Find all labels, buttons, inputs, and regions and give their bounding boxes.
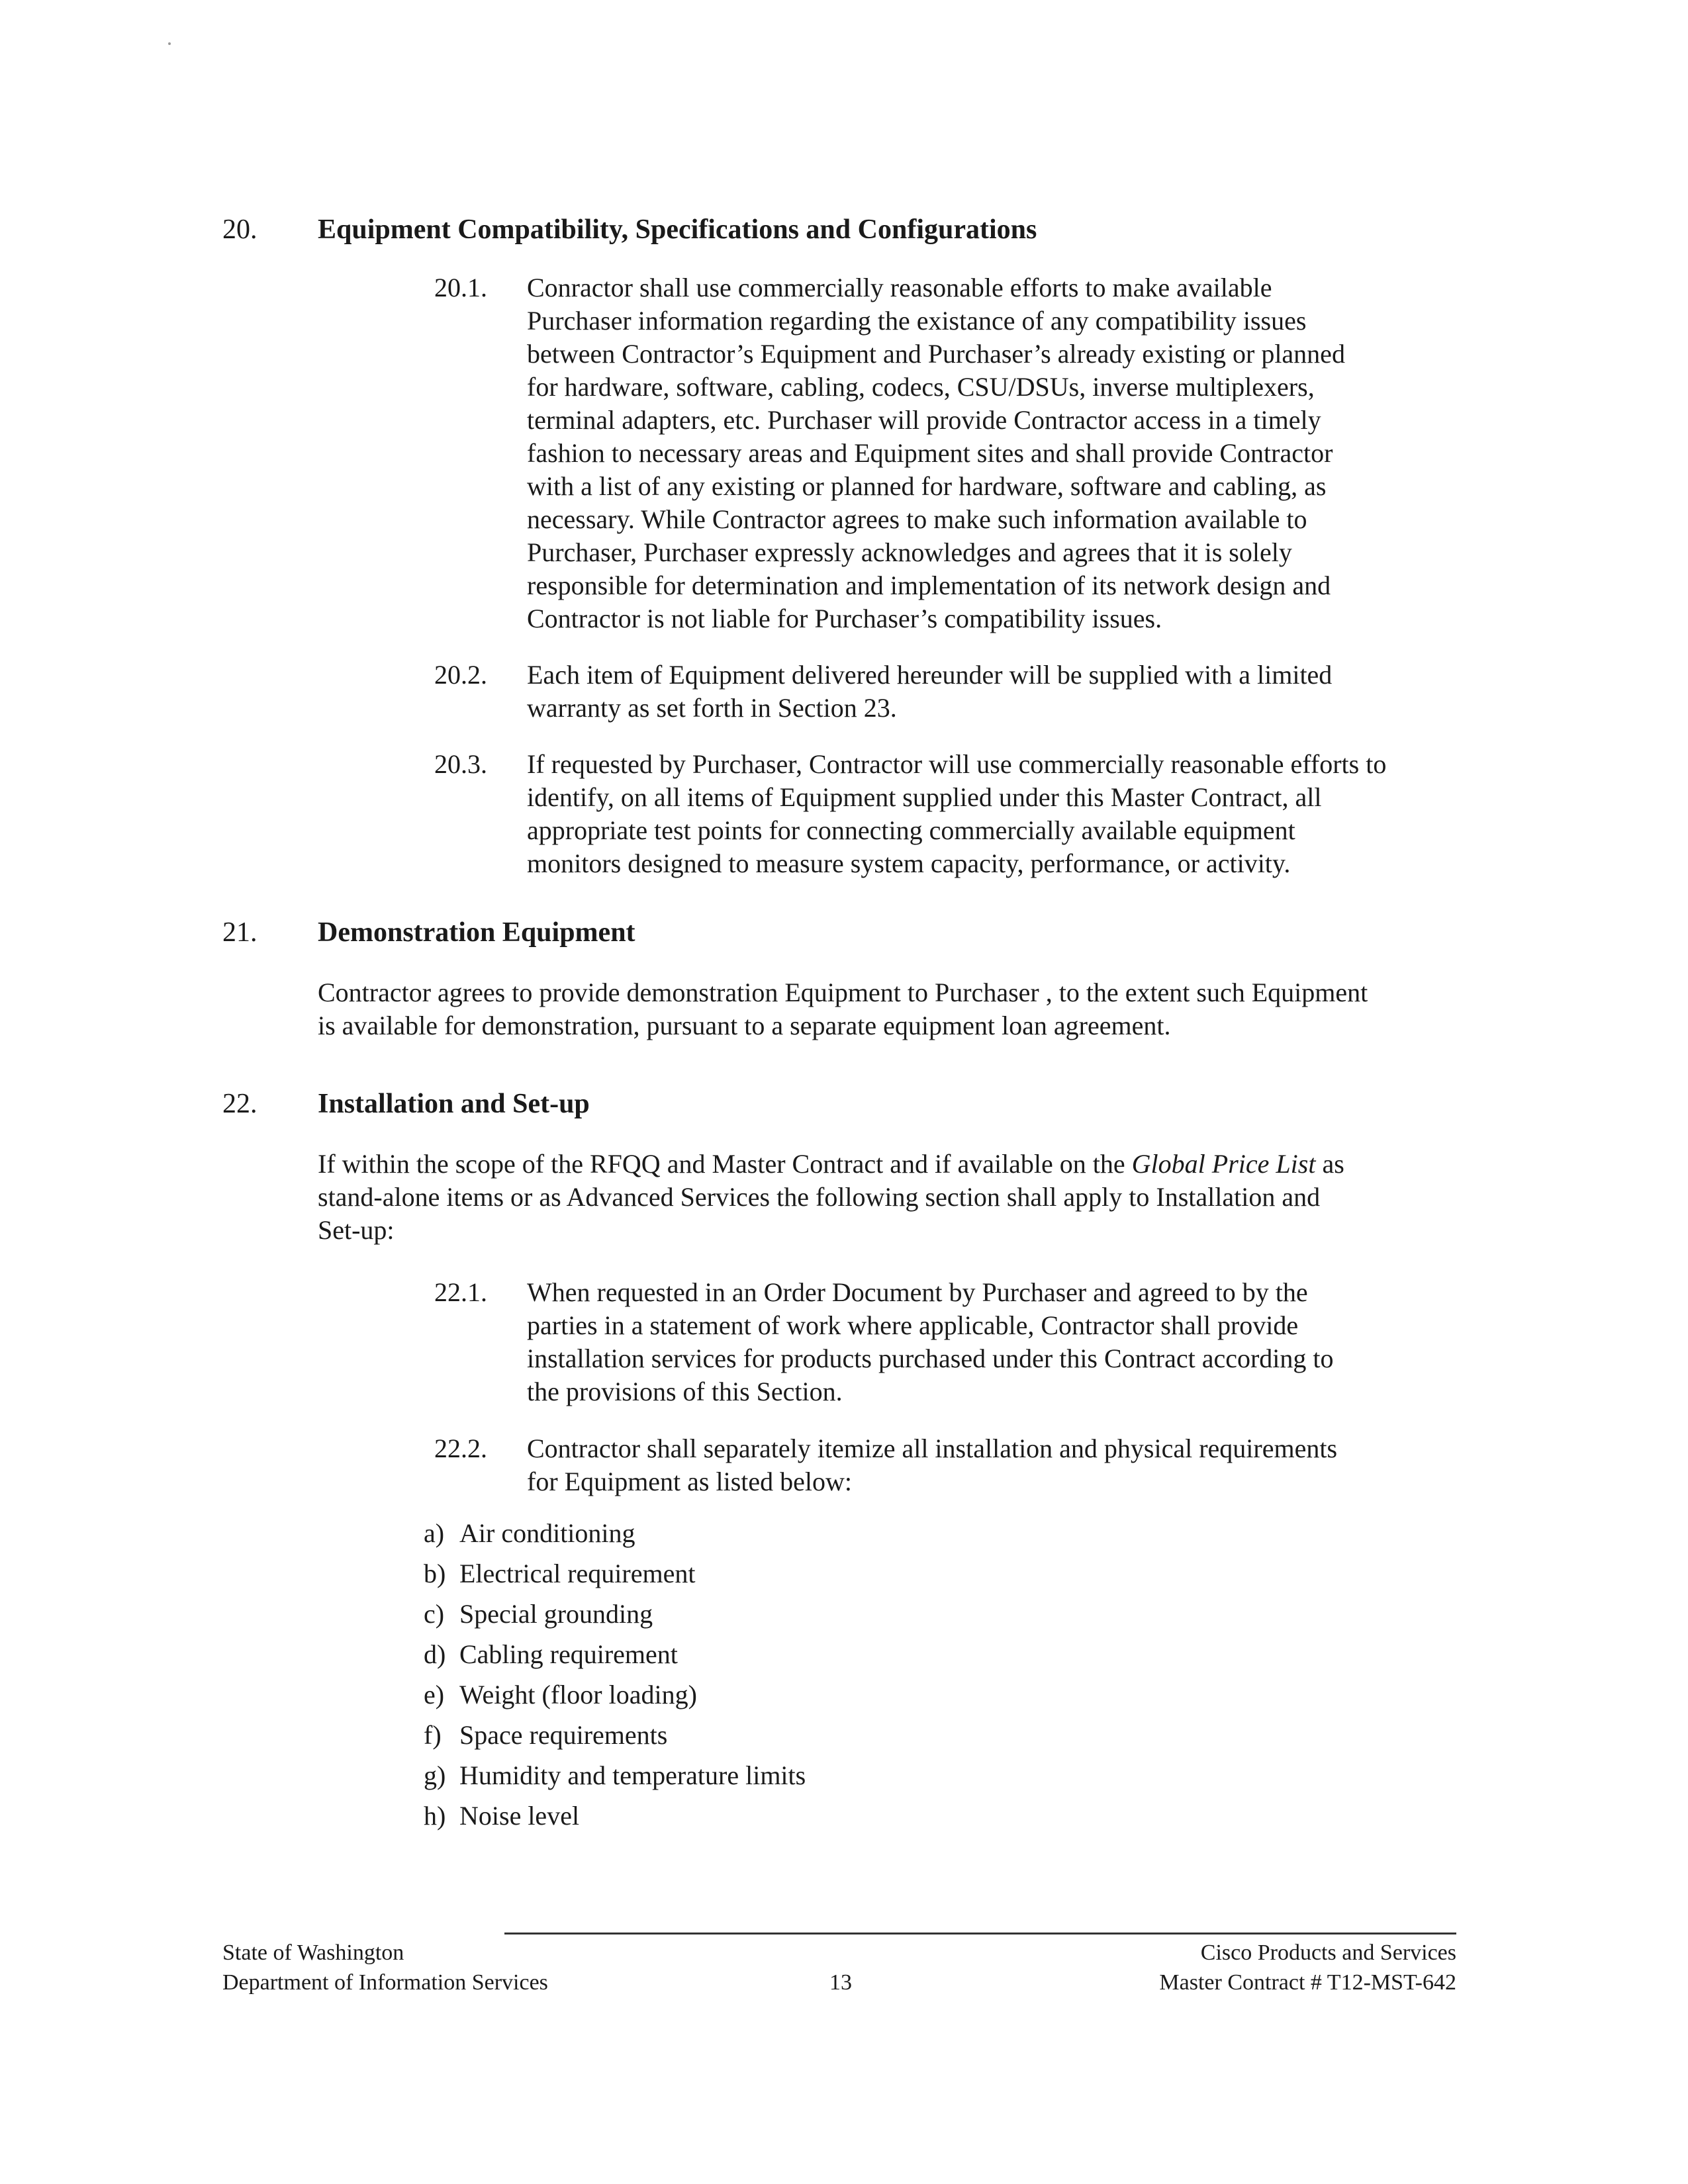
footer-left	[222, 1938, 548, 1997]
list-item: e) Weight (floor loading)	[424, 1680, 697, 1709]
list-item: b) Electrical requirement	[424, 1559, 696, 1588]
clause-22-1	[434, 1276, 1546, 1408]
clause-22-2-number: 22.2.	[434, 1433, 487, 1463]
section-21-paragraph: Contractor agrees to provide demonstration Equipment to Purchaser , to the extent such Equipment is available for demonstration, pursuant to a separate equipment loan agreement.	[318, 978, 1368, 1040]
clause-20-1	[434, 271, 1546, 635]
footer-contract-number: Master Contract # T12-MST-642	[1159, 1970, 1456, 1995]
clause-20-1-text: Conractor shall use commercially reasonable efforts to make available Purchaser information regarding the existance of any compatibility issues between Contractor’s Equipment and Purchaser’s already existing or planned for hardware, software, cabling, codecs, CSU/DSUs, inverse multiplexers, terminal adapters, etc. Purchaser will provide Contractor access in a timely fashion to necessary areas and Equipment sites and shall provide Contractor with a list of any existing or planned for hardware, software and cabling, as necessary. While Contractor agrees to make such information available to Purchaser, Purchaser expressly acknowledges and agrees that it is solely responsible for determination and implementation of its network design and Contractor is not liable for Purchaser’s compatibility issues.	[527, 273, 1345, 633]
clause-22-1-number: 22.1.	[434, 1277, 487, 1307]
clause-20-2-number: 20.2.	[434, 660, 487, 690]
section-21-title: Demonstration Equipment	[318, 917, 635, 948]
footer-state: State of Washington	[222, 1940, 404, 1965]
footer-company: Cisco Products and Services	[1200, 1940, 1456, 1965]
list-item: h) Noise level	[424, 1801, 580, 1831]
section-20-title: Equipment Compatibility, Specifications and Configurations	[318, 214, 1037, 245]
section-22-number: 22.	[222, 1089, 258, 1119]
list-item: d) Cabling requirement	[424, 1639, 678, 1669]
clause-20-2-text: Each item of Equipment delivered hereunder will be supplied with a limited warranty as set forth in Section 23.	[527, 660, 1333, 723]
footer-right	[1159, 1938, 1456, 1997]
global-price-list-term: Global Price List	[1131, 1149, 1316, 1179]
clause-20-1-number: 20.1.	[434, 273, 487, 302]
section-22-paragraph-tail: as stand-alone items or as Advanced Services the following section shall apply to Installation and Set-up:	[318, 1149, 1344, 1245]
clause-20-3-text: If requested by Purchaser, Contractor will use commercially reasonable efforts to identify, on all items of Equipment supplied under this Master Contract, all appropriate test points for connecting commercially available equipment monitors designed to measure system capacity, performance, or activity.	[527, 749, 1387, 878]
clause-22-2-text: Contractor shall separately itemize all installation and physical requirements for Equipment as listed below:	[527, 1433, 1338, 1496]
clause-22-1-text: When requested in an Order Document by Purchaser and agreed to by the parties in a statement of work where applicable, Contractor shall provide installation services for products purchased under this Contract according to the provisions of this Section.	[527, 1277, 1334, 1406]
section-21-number: 21.	[222, 917, 258, 948]
footer-divider	[504, 1933, 1456, 1934]
list-item: a) Air conditioning	[424, 1518, 635, 1548]
list-item: c) Special grounding	[424, 1599, 653, 1629]
list-item: f) Space requirements	[424, 1720, 668, 1750]
clause-22-2	[434, 1432, 1546, 1498]
clause-20-3-number: 20.3.	[434, 749, 487, 779]
footer-department: Department of Information Services	[222, 1970, 548, 1995]
clause-20-3	[434, 748, 1546, 880]
section-20-number: 20.	[222, 214, 258, 245]
section-22-paragraph-lead: If within the scope of the RFQQ and Master Contract and if available on the	[318, 1149, 1132, 1179]
scan-speck	[168, 42, 171, 45]
clause-20-2	[434, 659, 1546, 725]
requirements-list	[424, 1513, 806, 1836]
section-22-paragraph	[318, 1148, 1483, 1247]
list-item: g) Humidity and temperature limits	[424, 1760, 806, 1790]
page-number: 13	[829, 1970, 852, 1995]
section-22-title: Installation and Set-up	[318, 1089, 590, 1119]
